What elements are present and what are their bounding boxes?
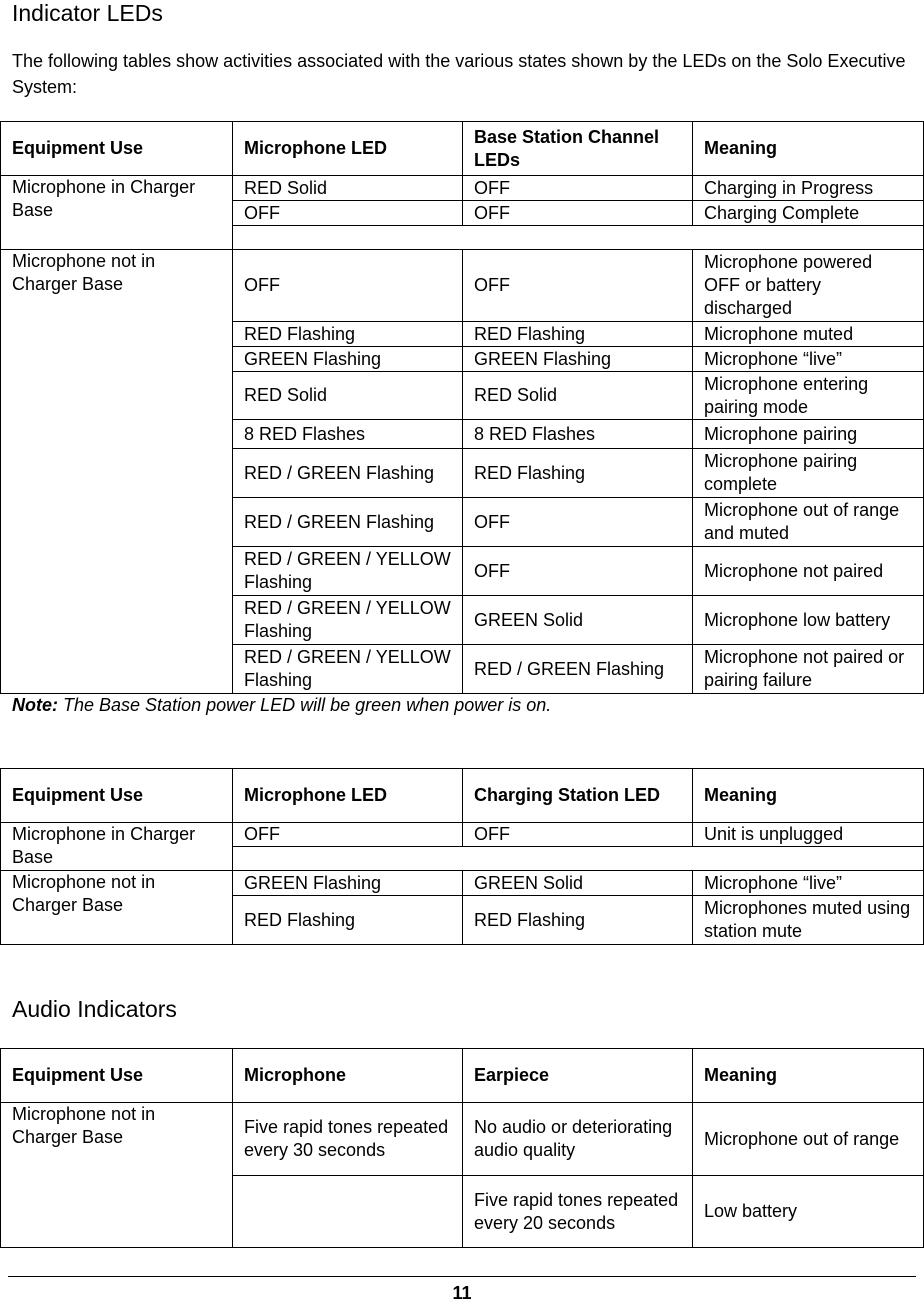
base-station-note bbox=[12, 695, 551, 716]
cell: Microphone low battery bbox=[693, 596, 924, 645]
cell: Microphones muted using station mute bbox=[693, 896, 924, 945]
table-row bbox=[1, 250, 924, 322]
header-earpiece: Earpiece bbox=[463, 1049, 693, 1103]
cell: RED Flashing bbox=[233, 896, 463, 945]
cell: RED / GREEN / YELLOW Flashing bbox=[233, 645, 463, 694]
cell: Microphone powered OFF or battery discharged bbox=[693, 250, 924, 322]
cell: Microphone not paired or pairing failure bbox=[693, 645, 924, 694]
empty-cell bbox=[233, 226, 924, 250]
cell: GREEN Solid bbox=[463, 596, 693, 645]
cell: Charging in Progress bbox=[693, 176, 924, 201]
audio-indicators-table bbox=[0, 1048, 924, 1248]
table-header-row bbox=[1, 122, 924, 176]
cell: Microphone pairing complete bbox=[693, 449, 924, 498]
cell: GREEN Flashing bbox=[463, 347, 693, 372]
table-row bbox=[1, 176, 924, 201]
cell: Unit is unplugged bbox=[693, 823, 924, 847]
cell: RED Flashing bbox=[233, 322, 463, 347]
cell: RED / GREEN Flashing bbox=[463, 645, 693, 694]
cell: Microphone muted bbox=[693, 322, 924, 347]
cell: RED Solid bbox=[233, 176, 463, 201]
cell: GREEN Flashing bbox=[233, 871, 463, 896]
cell: OFF bbox=[233, 201, 463, 226]
footer-divider bbox=[8, 1276, 916, 1277]
table-header-row bbox=[1, 1049, 924, 1103]
charging-station-table bbox=[0, 768, 924, 945]
table-header-row bbox=[1, 769, 924, 823]
note-label: Note: bbox=[12, 695, 58, 715]
header-microphone-led: Microphone LED bbox=[233, 769, 463, 823]
equipment-use-cell: Microphone not in Charger Base bbox=[1, 250, 233, 694]
header-meaning: Meaning bbox=[693, 1049, 924, 1103]
cell: RED Solid bbox=[463, 372, 693, 420]
header-base-station-leds: Base Station Channel LEDs bbox=[463, 122, 693, 176]
cell: RED / GREEN / YELLOW Flashing bbox=[233, 547, 463, 596]
cell: OFF bbox=[463, 547, 693, 596]
header-meaning: Meaning bbox=[693, 769, 924, 823]
table-row bbox=[1, 871, 924, 896]
cell: OFF bbox=[463, 250, 693, 322]
cell: OFF bbox=[233, 250, 463, 322]
note-text: The Base Station power LED will be green when power is on. bbox=[58, 695, 552, 715]
cell: GREEN Solid bbox=[463, 871, 693, 896]
cell: RED Flashing bbox=[463, 322, 693, 347]
header-microphone-led: Microphone LED bbox=[233, 122, 463, 176]
empty-cell bbox=[233, 847, 924, 871]
cell: No audio or deteriorating audio quality bbox=[463, 1103, 693, 1176]
cell: Five rapid tones repeated every 30 seconds bbox=[233, 1103, 463, 1176]
equipment-use-cell: Microphone not in Charger Base bbox=[1, 871, 233, 945]
table-row bbox=[1, 823, 924, 847]
cell: Microphone “live” bbox=[693, 871, 924, 896]
header-charging-station-led: Charging Station LED bbox=[463, 769, 693, 823]
cell: RED Flashing bbox=[463, 449, 693, 498]
header-equipment-use: Equipment Use bbox=[1, 1049, 233, 1103]
cell: OFF bbox=[463, 498, 693, 547]
section-title-audio-indicators: Audio Indicators bbox=[12, 996, 177, 1022]
cell: RED Flashing bbox=[463, 896, 693, 945]
equipment-use-cell: Microphone not in Charger Base bbox=[1, 1103, 233, 1248]
cell: Microphone not paired bbox=[693, 547, 924, 596]
cell: Five rapid tones repeated every 20 seconds bbox=[463, 1176, 693, 1248]
cell: Microphone pairing bbox=[693, 420, 924, 449]
cell: OFF bbox=[233, 823, 463, 847]
cell: OFF bbox=[463, 823, 693, 847]
cell: Microphone “live” bbox=[693, 347, 924, 372]
equipment-use-cell: Microphone in Charger Base bbox=[1, 176, 233, 250]
cell: OFF bbox=[463, 176, 693, 201]
page-number: 11 bbox=[452, 1283, 472, 1303]
cell: RED / GREEN / YELLOW Flashing bbox=[233, 596, 463, 645]
header-equipment-use: Equipment Use bbox=[1, 769, 233, 823]
cell: Microphone out of range bbox=[693, 1103, 924, 1176]
cell: RED / GREEN Flashing bbox=[233, 498, 463, 547]
equipment-use-cell: Microphone in Charger Base bbox=[1, 823, 233, 871]
cell: 8 RED Flashes bbox=[463, 420, 693, 449]
cell: GREEN Flashing bbox=[233, 347, 463, 372]
cell: Microphone out of range and muted bbox=[693, 498, 924, 547]
cell: RED / GREEN Flashing bbox=[233, 449, 463, 498]
indicator-leds-table bbox=[0, 121, 924, 694]
intro-paragraph: The following tables show activities associated with the various states shown by the LEDs on the Solo Executive System: bbox=[12, 51, 906, 97]
table-row bbox=[1, 1103, 924, 1176]
cell: OFF bbox=[463, 201, 693, 226]
section-title-indicator-leds: Indicator LEDs bbox=[12, 0, 163, 26]
cell: Low battery bbox=[693, 1176, 924, 1248]
cell: Charging Complete bbox=[693, 201, 924, 226]
cell: RED Solid bbox=[233, 372, 463, 420]
cell: 8 RED Flashes bbox=[233, 420, 463, 449]
cell: Microphone entering pairing mode bbox=[693, 372, 924, 420]
header-meaning: Meaning bbox=[693, 122, 924, 176]
cell bbox=[233, 1176, 463, 1248]
header-microphone: Microphone bbox=[233, 1049, 463, 1103]
header-equipment-use: Equipment Use bbox=[1, 122, 233, 176]
